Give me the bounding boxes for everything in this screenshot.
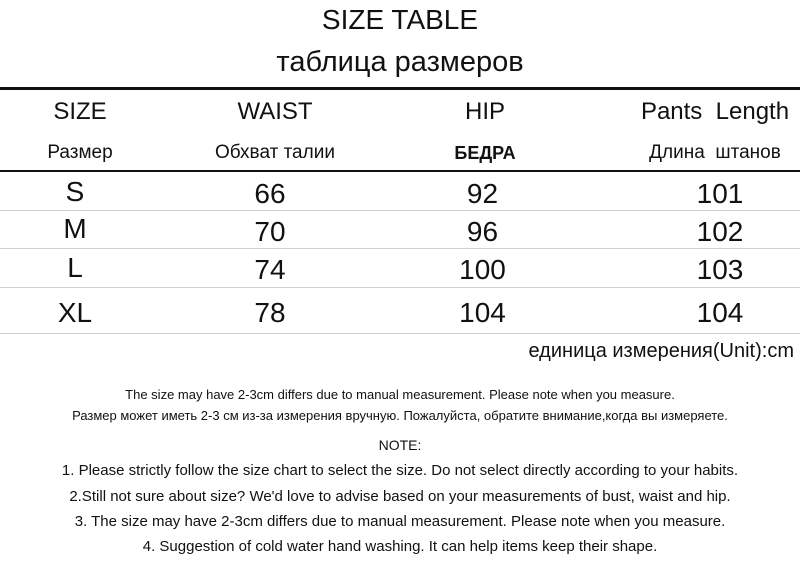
header-size: SIZE bbox=[53, 98, 107, 125]
header-waist: WAIST bbox=[237, 98, 313, 125]
length-cell: 101 bbox=[696, 178, 744, 209]
table-bottom-border bbox=[0, 333, 800, 334]
note-item: 4. Suggestion of cold water hand washing. It can help items keep their shape. bbox=[142, 538, 658, 555]
note-item: 1. Please strictly follow the size chart to select the size. Do not select directly according to your habits. bbox=[61, 462, 739, 479]
disclaimer-ru: Размер может иметь 2-3 см из-за измерения вручную. Пожалуйста, обратите внимание,когда вы измеряете. bbox=[72, 408, 728, 423]
waist-cell: 74 bbox=[254, 254, 286, 285]
header-divider bbox=[0, 170, 800, 172]
header-size-ru: Размер bbox=[47, 142, 113, 163]
header-hip: HIP bbox=[464, 98, 505, 125]
waist-cell: 70 bbox=[254, 216, 286, 247]
size-cell: XL bbox=[57, 297, 93, 328]
header-hip-ru: БЕДРА bbox=[454, 143, 516, 163]
length-cell: 102 bbox=[696, 216, 744, 247]
waist-cell: 66 bbox=[254, 178, 286, 209]
unit-label: единица измерения(Unit):cm bbox=[528, 340, 794, 362]
page-title: SIZE TABLE bbox=[321, 4, 479, 35]
size-cell: S bbox=[65, 176, 85, 207]
note-item: 3. The size may have 2-3cm differs due to manual measurement. Please note when you measure. bbox=[74, 513, 726, 530]
note-item: 2.Still not sure about size? We'd love to advise based on your measurements of bust, waist and hip. bbox=[69, 488, 731, 505]
table-top-border bbox=[0, 87, 800, 90]
size-cell: L bbox=[67, 252, 83, 283]
length-cell: 104 bbox=[696, 297, 744, 328]
row-divider bbox=[0, 210, 800, 211]
size-cell: M bbox=[63, 213, 87, 244]
header-pants-length-ru: Длина штанов bbox=[649, 142, 781, 163]
disclaimer-en: The size may have 2-3cm differs due to manual measurement. Please note when you measure. bbox=[125, 387, 675, 402]
length-cell: 103 bbox=[696, 254, 744, 285]
note-heading: NOTE: bbox=[378, 437, 422, 453]
header-waist-ru: Обхват талии bbox=[215, 142, 335, 163]
hip-cell: 100 bbox=[459, 254, 506, 285]
waist-cell: 78 bbox=[254, 297, 286, 328]
row-divider bbox=[0, 287, 800, 288]
header-pants-length: Pants Length bbox=[640, 98, 790, 125]
page-subtitle: таблица размеров bbox=[276, 46, 524, 78]
hip-cell: 96 bbox=[466, 216, 499, 247]
hip-cell: 104 bbox=[459, 297, 506, 328]
row-divider bbox=[0, 248, 800, 249]
hip-cell: 92 bbox=[466, 178, 499, 209]
